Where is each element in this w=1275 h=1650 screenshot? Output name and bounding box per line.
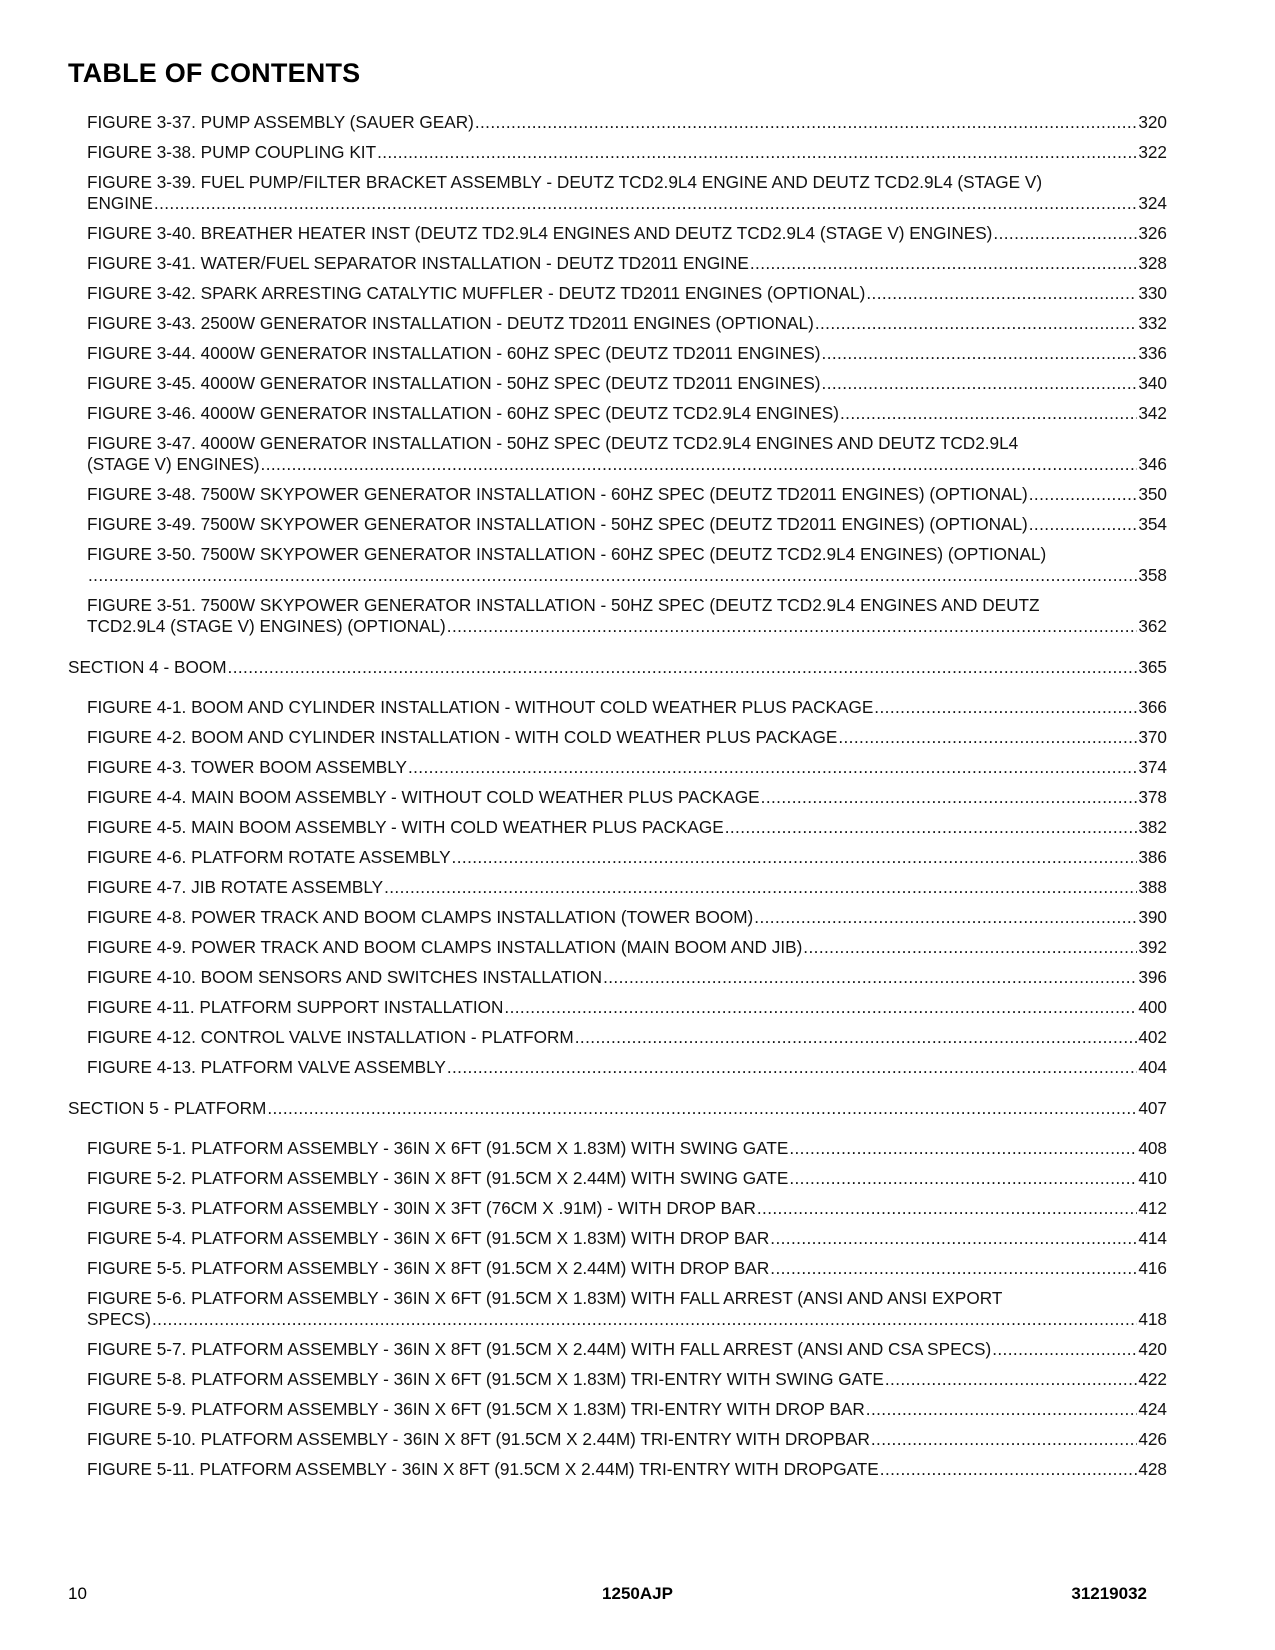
dot-leader bbox=[267, 1098, 1137, 1119]
toc-page-number: 370 bbox=[1138, 727, 1167, 747]
toc-page-number: 396 bbox=[1138, 967, 1167, 987]
toc-figure-entry[interactable] bbox=[87, 223, 1167, 244]
toc-page-number: 354 bbox=[1138, 514, 1167, 534]
toc-entry-title-line: FIGURE 3-39. FUEL PUMP/FILTER BRACKET ASSEMBLY - DEUTZ TCD2.9L4 ENGINE AND DEUTZ TCD2.9L4 (STAGE V) bbox=[87, 172, 1043, 192]
dot-leader bbox=[803, 937, 1137, 958]
dot-leader bbox=[757, 1198, 1137, 1219]
toc-figure-entry[interactable] bbox=[87, 937, 1167, 958]
toc-figure-entry[interactable] bbox=[87, 595, 1167, 637]
dot-leader bbox=[452, 847, 1138, 868]
toc-figure-entry[interactable] bbox=[87, 997, 1167, 1018]
toc-entry-title: FIGURE 5-3. PLATFORM ASSEMBLY - 30IN X 3FT (76CM X .91M) - WITH DROP BAR bbox=[87, 1198, 756, 1218]
dot-leader bbox=[377, 142, 1137, 163]
toc-page-number: 418 bbox=[1138, 1309, 1167, 1329]
dot-leader bbox=[885, 1369, 1137, 1390]
toc-page-number: 400 bbox=[1138, 997, 1167, 1017]
toc-page-number: 407 bbox=[1138, 1098, 1167, 1118]
toc-page-number: 428 bbox=[1138, 1459, 1167, 1479]
toc-page-number: 410 bbox=[1138, 1168, 1167, 1188]
toc-page-number: 424 bbox=[1138, 1399, 1167, 1419]
footer-page-number: 10 bbox=[68, 1584, 87, 1603]
toc-entry-title: FIGURE 5-1. PLATFORM ASSEMBLY - 36IN X 6FT (91.5CM X 1.83M) WITH SWING GATE bbox=[87, 1138, 789, 1158]
toc-entry-title: FIGURE 3-37. PUMP ASSEMBLY (SAUER GEAR) bbox=[87, 112, 474, 132]
toc-entry-title: SPECS) bbox=[87, 1309, 151, 1329]
toc-entry-title-line: FIGURE 3-47. 4000W GENERATOR INSTALLATION - 50HZ SPEC (DEUTZ TCD2.9L4 ENGINES AND DEUTZ TCD2.9L4 bbox=[87, 433, 1019, 453]
dot-leader bbox=[993, 223, 1137, 244]
toc-entry-title: FIGURE 3-46. 4000W GENERATOR INSTALLATION - 60HZ SPEC (DEUTZ TCD2.9L4 ENGINES) bbox=[87, 403, 839, 423]
toc-figure-entry[interactable] bbox=[87, 1228, 1167, 1249]
toc-entry-title: FIGURE 4-9. POWER TRACK AND BOOM CLAMPS INSTALLATION (MAIN BOOM AND JIB) bbox=[87, 937, 803, 957]
toc-figure-entry[interactable] bbox=[87, 967, 1167, 988]
toc-entry-title: FIGURE 5-10. PLATFORM ASSEMBLY - 36IN X 8FT (91.5CM X 2.44M) TRI-ENTRY WITH DROPBAR bbox=[87, 1429, 870, 1449]
toc-figure-entry[interactable] bbox=[87, 1057, 1167, 1078]
toc-figure-entry[interactable] bbox=[87, 514, 1167, 535]
toc-figure-entry[interactable] bbox=[87, 877, 1167, 898]
dot-leader bbox=[408, 757, 1137, 778]
toc-entry-title: FIGURE 5-7. PLATFORM ASSEMBLY - 36IN X 8FT (91.5CM X 2.44M) WITH FALL ARREST (ANSI AND CSA SPECS) bbox=[87, 1339, 992, 1359]
toc-entry-title: FIGURE 3-48. 7500W SKYPOWER GENERATOR INSTALLATION - 60HZ SPEC (DEUTZ TD2011 ENGINES) (OPTIONAL) bbox=[87, 484, 1028, 504]
toc-entry-title: FIGURE 4-13. PLATFORM VALVE ASSEMBLY bbox=[87, 1057, 446, 1077]
toc-entry-title: FIGURE 5-5. PLATFORM ASSEMBLY - 36IN X 8FT (91.5CM X 2.44M) WITH DROP BAR bbox=[87, 1258, 770, 1278]
toc-page-number: 408 bbox=[1138, 1138, 1167, 1158]
dot-leader bbox=[880, 1459, 1138, 1480]
dot-leader bbox=[504, 997, 1137, 1018]
toc-page-number: 374 bbox=[1138, 757, 1167, 777]
toc-page-number: 412 bbox=[1138, 1198, 1167, 1218]
dot-leader bbox=[815, 313, 1138, 334]
toc-entry-title: FIGURE 4-1. BOOM AND CYLINDER INSTALLATION - WITHOUT COLD WEATHER PLUS PACKAGE bbox=[87, 697, 874, 717]
toc-entry-title: FIGURE 4-8. POWER TRACK AND BOOM CLAMPS INSTALLATION (TOWER BOOM) bbox=[87, 907, 754, 927]
dot-leader bbox=[384, 877, 1137, 898]
toc-page-number: 330 bbox=[1138, 283, 1167, 303]
toc-entry-title: FIGURE 3-45. 4000W GENERATOR INSTALLATION - 50HZ SPEC (DEUTZ TD2011 ENGINES) bbox=[87, 373, 821, 393]
toc-entry-title: FIGURE 4-6. PLATFORM ROTATE ASSEMBLY bbox=[87, 847, 451, 867]
toc-page-number: 342 bbox=[1138, 403, 1167, 423]
toc-entry-title: (STAGE V) ENGINES) bbox=[87, 454, 260, 474]
toc-section-entry[interactable] bbox=[68, 657, 1167, 678]
toc-figure-entry[interactable] bbox=[87, 142, 1167, 163]
toc-figure-entry[interactable] bbox=[87, 847, 1167, 868]
dot-leader bbox=[475, 112, 1137, 133]
toc-entry-title-line: FIGURE 5-6. PLATFORM ASSEMBLY - 36IN X 6FT (91.5CM X 1.83M) WITH FALL ARREST (ANSI AND ANSI EXPORT bbox=[87, 1288, 1003, 1308]
footer-model: 1250AJP bbox=[602, 1584, 673, 1603]
toc-figure-entry[interactable] bbox=[87, 817, 1167, 838]
toc-figure-entry[interactable] bbox=[87, 1258, 1167, 1279]
toc-figure-entry[interactable] bbox=[87, 484, 1167, 505]
toc-entry-title: FIGURE 5-8. PLATFORM ASSEMBLY - 36IN X 6FT (91.5CM X 1.83M) TRI-ENTRY WITH SWING GATE bbox=[87, 1369, 884, 1389]
toc-figure-entry[interactable] bbox=[87, 1429, 1167, 1450]
toc-entry-title: FIGURE 3-38. PUMP COUPLING KIT bbox=[87, 142, 377, 162]
toc-page-number: 420 bbox=[1138, 1339, 1167, 1359]
toc-entry-title-line: FIGURE 3-51. 7500W SKYPOWER GENERATOR INSTALLATION - 50HZ SPEC (DEUTZ TCD2.9L4 ENGINES AND DEUTZ bbox=[87, 595, 1040, 615]
dot-leader bbox=[228, 657, 1138, 678]
toc-page-number: 324 bbox=[1138, 193, 1167, 213]
toc-figure-entry[interactable] bbox=[87, 1369, 1167, 1390]
toc-figure-entry[interactable] bbox=[87, 172, 1167, 214]
page-title: TABLE OF CONTENTS bbox=[68, 58, 361, 88]
dot-leader bbox=[447, 1057, 1138, 1078]
toc-figure-entry[interactable] bbox=[87, 1027, 1167, 1048]
dot-leader bbox=[1029, 484, 1138, 505]
toc-page-number: 392 bbox=[1138, 937, 1167, 957]
dot-leader bbox=[770, 1228, 1137, 1249]
toc-entry-title: TCD2.9L4 (STAGE V) ENGINES) (OPTIONAL) bbox=[87, 616, 446, 636]
toc-entry-title: FIGURE 3-41. WATER/FUEL SEPARATOR INSTALLATION - DEUTZ TD2011 ENGINE bbox=[87, 253, 749, 273]
toc-entry-title: FIGURE 4-5. MAIN BOOM ASSEMBLY - WITH COLD WEATHER PLUS PACKAGE bbox=[87, 817, 724, 837]
toc-entry-title: FIGURE 3-44. 4000W GENERATOR INSTALLATION - 60HZ SPEC (DEUTZ TD2011 ENGINES) bbox=[87, 343, 821, 363]
dot-leader bbox=[575, 1027, 1138, 1048]
dot-leader bbox=[750, 253, 1137, 274]
toc-entry-title: FIGURE 4-7. JIB ROTATE ASSEMBLY bbox=[87, 877, 384, 897]
dot-leader bbox=[866, 283, 1137, 304]
dot-leader bbox=[447, 616, 1138, 637]
toc-page-number: 336 bbox=[1138, 343, 1167, 363]
dot-leader bbox=[992, 1339, 1137, 1360]
toc-figure-entry[interactable] bbox=[87, 433, 1167, 475]
dot-leader bbox=[88, 565, 1137, 586]
toc-figure-entry[interactable] bbox=[87, 343, 1167, 364]
toc-list bbox=[0, 112, 1275, 1480]
toc-figure-entry[interactable] bbox=[87, 1459, 1167, 1480]
dot-leader bbox=[754, 907, 1137, 928]
toc-figure-entry[interactable] bbox=[87, 907, 1167, 928]
toc-entry-title: SECTION 5 - PLATFORM bbox=[68, 1098, 267, 1118]
dot-leader bbox=[603, 967, 1137, 988]
dot-leader bbox=[871, 1429, 1137, 1450]
toc-page-number: 382 bbox=[1138, 817, 1167, 837]
toc-entry-title-line: FIGURE 3-50. 7500W SKYPOWER GENERATOR INSTALLATION - 60HZ SPEC (DEUTZ TCD2.9L4 ENGINES) (OPTIONAL) bbox=[87, 544, 1047, 564]
toc-page-number: 332 bbox=[1138, 313, 1167, 333]
dot-leader bbox=[838, 727, 1137, 748]
toc-entry-title: FIGURE 4-11. PLATFORM SUPPORT INSTALLATION bbox=[87, 997, 504, 1017]
toc-figure-entry[interactable] bbox=[87, 1168, 1167, 1189]
toc-page-number: 366 bbox=[1138, 697, 1167, 717]
footer-doc-number: 31219032 bbox=[1071, 1584, 1147, 1603]
dot-leader bbox=[261, 454, 1138, 475]
toc-entry-title: FIGURE 3-43. 2500W GENERATOR INSTALLATION - DEUTZ TD2011 ENGINES (OPTIONAL) bbox=[87, 313, 814, 333]
dot-leader bbox=[770, 1258, 1137, 1279]
toc-page-number: 390 bbox=[1138, 907, 1167, 927]
toc-entry-title: FIGURE 5-11. PLATFORM ASSEMBLY - 36IN X 8FT (91.5CM X 2.44M) TRI-ENTRY WITH DROPGATE bbox=[87, 1459, 879, 1479]
toc-figure-entry[interactable] bbox=[87, 112, 1167, 133]
toc-page-number: 358 bbox=[1138, 565, 1167, 585]
toc-page-number: 422 bbox=[1138, 1369, 1167, 1389]
dot-leader bbox=[725, 817, 1138, 838]
toc-figure-entry[interactable] bbox=[87, 697, 1167, 718]
dot-leader bbox=[866, 1399, 1138, 1420]
toc-page-number: 328 bbox=[1138, 253, 1167, 273]
toc-page-number: 414 bbox=[1138, 1228, 1167, 1248]
dot-leader bbox=[154, 193, 1137, 214]
toc-page-number: 388 bbox=[1138, 877, 1167, 897]
toc-entry-title: FIGURE 5-9. PLATFORM ASSEMBLY - 36IN X 6FT (91.5CM X 1.83M) TRI-ENTRY WITH DROP BAR bbox=[87, 1399, 865, 1419]
toc-page-number: 320 bbox=[1138, 112, 1167, 132]
toc-page-number: 362 bbox=[1138, 616, 1167, 636]
toc-entry-title: FIGURE 3-49. 7500W SKYPOWER GENERATOR INSTALLATION - 50HZ SPEC (DEUTZ TD2011 ENGINES) (OPTIONAL) bbox=[87, 514, 1028, 534]
toc-page-number: 402 bbox=[1138, 1027, 1167, 1047]
toc-figure-entry[interactable] bbox=[87, 727, 1167, 748]
dot-leader bbox=[761, 787, 1138, 808]
toc-figure-entry[interactable] bbox=[87, 1288, 1167, 1330]
toc-entry-title: ENGINE bbox=[87, 193, 153, 213]
toc-figure-entry[interactable] bbox=[87, 373, 1167, 394]
toc-entry-title: FIGURE 3-40. BREATHER HEATER INST (DEUTZ TD2.9L4 ENGINES AND DEUTZ TCD2.9L4 (STAGE V) ENGINES) bbox=[87, 223, 993, 243]
toc-figure-entry[interactable] bbox=[87, 403, 1167, 424]
dot-leader bbox=[840, 403, 1137, 424]
dot-leader bbox=[874, 697, 1137, 718]
toc-entry-title: FIGURE 4-12. CONTROL VALVE INSTALLATION - PLATFORM bbox=[87, 1027, 574, 1047]
toc-page-number: 378 bbox=[1138, 787, 1167, 807]
toc-figure-entry[interactable] bbox=[87, 544, 1167, 586]
dot-leader bbox=[822, 343, 1138, 364]
toc-entry-title: FIGURE 5-4. PLATFORM ASSEMBLY - 36IN X 6FT (91.5CM X 1.83M) WITH DROP BAR bbox=[87, 1228, 770, 1248]
toc-figure-entry[interactable] bbox=[87, 787, 1167, 808]
toc-entry-title: FIGURE 4-3. TOWER BOOM ASSEMBLY bbox=[87, 757, 407, 777]
toc-entry-title: FIGURE 4-4. MAIN BOOM ASSEMBLY - WITHOUT COLD WEATHER PLUS PACKAGE bbox=[87, 787, 760, 807]
toc-page-number: 404 bbox=[1138, 1057, 1167, 1077]
toc-entry-title: FIGURE 5-2. PLATFORM ASSEMBLY - 36IN X 8FT (91.5CM X 2.44M) WITH SWING GATE bbox=[87, 1168, 789, 1188]
toc-entry-title: SECTION 4 - BOOM bbox=[68, 657, 227, 677]
toc-figure-entry[interactable] bbox=[87, 313, 1167, 334]
toc-figure-entry[interactable] bbox=[87, 1339, 1167, 1360]
toc-figure-entry[interactable] bbox=[87, 1138, 1167, 1159]
toc-page-number: 416 bbox=[1138, 1258, 1167, 1278]
toc-figure-entry[interactable] bbox=[87, 283, 1167, 304]
toc-page-number: 346 bbox=[1138, 454, 1167, 474]
dot-leader bbox=[789, 1168, 1137, 1189]
toc-figure-entry[interactable] bbox=[87, 1399, 1167, 1420]
toc-entry-title: FIGURE 3-42. SPARK ARRESTING CATALYTIC MUFFLER - DEUTZ TD2011 ENGINES (OPTIONAL) bbox=[87, 283, 866, 303]
toc-figure-entry[interactable] bbox=[87, 1198, 1167, 1219]
toc-page-number: 426 bbox=[1138, 1429, 1167, 1449]
toc-page-number: 322 bbox=[1138, 142, 1167, 162]
dot-leader bbox=[822, 373, 1138, 394]
toc-figure-entry[interactable] bbox=[87, 253, 1167, 274]
toc-page-number: 365 bbox=[1138, 657, 1167, 677]
toc-page-number: 340 bbox=[1138, 373, 1167, 393]
toc-section-entry[interactable] bbox=[68, 1098, 1167, 1119]
toc-page-number: 386 bbox=[1138, 847, 1167, 867]
dot-leader bbox=[789, 1138, 1137, 1159]
toc-page-number: 350 bbox=[1138, 484, 1167, 504]
toc-page-number: 326 bbox=[1138, 223, 1167, 243]
toc-entry-title: FIGURE 4-10. BOOM SENSORS AND SWITCHES INSTALLATION bbox=[87, 967, 603, 987]
dot-leader bbox=[152, 1309, 1137, 1330]
dot-leader bbox=[1029, 514, 1138, 535]
toc-entry-title: FIGURE 4-2. BOOM AND CYLINDER INSTALLATION - WITH COLD WEATHER PLUS PACKAGE bbox=[87, 727, 838, 747]
toc-figure-entry[interactable] bbox=[87, 757, 1167, 778]
